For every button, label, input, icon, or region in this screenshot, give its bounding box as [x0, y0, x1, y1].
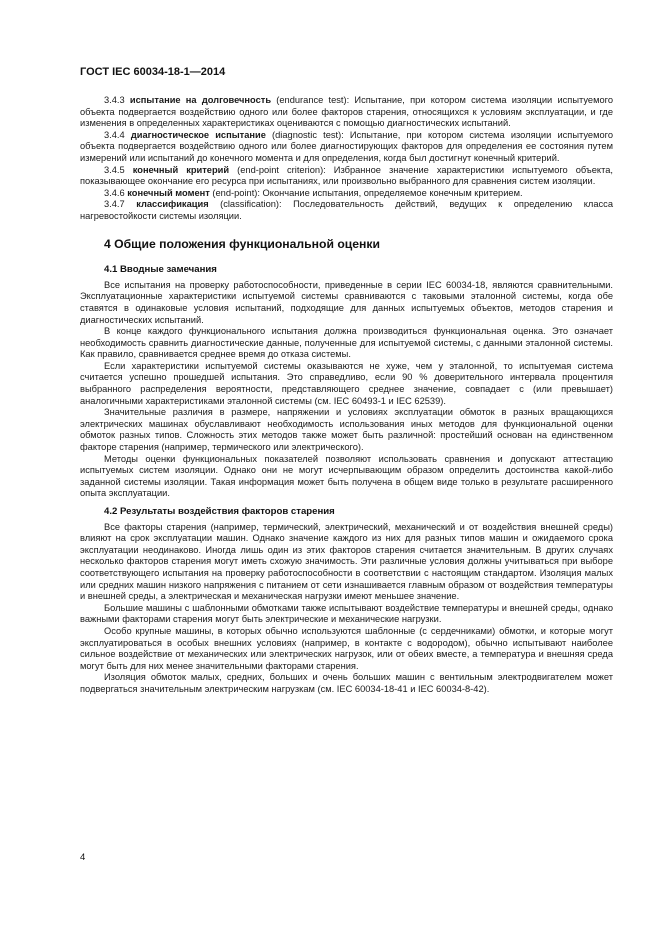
subsection-4-2-heading: 4.2 Результаты воздействия факторов старения	[104, 506, 335, 517]
definition-3-4-5: 3.4.5 конечный критерий (end-point criterion): Избранное значение характеристики испытуемого объекта, показывающее окончание его ресурса при испытаниях, или произвольно выбранного для сравнения систем изоляции.	[80, 164, 613, 187]
document-header: ГОСТ IEC 60034-18-1—2014	[80, 66, 226, 78]
paragraph-4-2-1: Все факторы старения (например, термический, электрический, механический и от воздействия внешней среды) влияют на срок эксплуатации машин. Однако значение каждого из них для разных типов машин и ожидаемого срока эксплуатации неодинаково. Иногда лишь один из этих факторов старения считается значительным. В других случаях несколько факторов старения могут иметь схожую значимость. Эти различные условия должны учитываться при выборе соответствующего испытания на проверку работоспособности в соответствии с настоящим стандартом. Изоляция малых или средних машин низкого напряжения с питанием от сети изнашивается главным образом от воздействия температуры и внешней среды, а электрическая и механическая нагрузки имеют меньшее значение.	[80, 521, 613, 602]
page-number: 4	[80, 852, 86, 863]
document-body	[80, 95, 613, 696]
definition-3-4-7: 3.4.7 классификация (classification): Последовательность действий, ведущих к определению класса нагревостойкости системы изоляции.	[80, 199, 613, 221]
paragraph-4-1-5: Методы оценки функциональных показателей позволяют использовать сравнения и допускают аттестацию испытуемых систем изоляции. Однако они не могут исчерпывающим образом определить достоинства какой-либо заданной системы изоляции. Такая информация может быть получена в общем виде только в результате расширенного опыта эксплуатации.	[80, 453, 613, 499]
paragraph-4-2-3: Особо крупные машины, в которых обычно используются шаблонные (с сердечниками) обмотки, и которые могут эксплуатироваться в особых внешних условиях (например, в контакте с водородом), обычно испытывают наиболее сильное воздействие от механических или электрических нагрузок, или от обеих вместе, а температура и внешняя среда могут быть для них менее значительными факторами старения.	[80, 625, 613, 671]
paragraph-4-1-1: Все испытания на проверку работоспособности, приведенные в серии IEC 60034-18, являются сравнительными. Эксплуатационные характеристики испытуемой системы сравниваются с таковыми эталонной системы, когда обе ставятся в одинаковые условия испытаний, подходящие для данных испытуемых объектов, методов старения и диагностических испытаний.	[80, 279, 613, 325]
definition-3-4-3: 3.4.3 испытание на долговечность (endurance test): Испытание, при котором система изоляции испытуемого объекта подвергается воздействию одного или более факторов старения, относящихся к условиям эксплуатации, и где изменения в определенных характеристиках оцениваются с помощью диагностических испытаний.	[80, 95, 613, 129]
paragraph-4-2-4: Изоляция обмоток малых, средних, больших и очень больших машин с вентильным электродвигателем может подвергаться значительным электрическим нагрузкам (см. IEC 60034-18-41 и IEC 60034-8-42).	[80, 672, 613, 694]
paragraph-4-1-3: Если характеристики испытуемой системы оказываются не хуже, чем у эталонной, то испытуемая система считается успешно прошедшей испытания. Это справедливо, если 90 % доверительного интервала процентиля выбранного распределения вероятности, представляющего среднее значение, совпадает с (или превышает) аналогичными характеристиками эталонной системы (см. IEC 60493-1 и IEC 62539).	[80, 360, 613, 406]
definition-3-4-4: 3.4.4 диагностическое испытание (diagnostic test): Испытание, при котором система изоляции испытуемого объекта подвергается воздействию одного или более диагностирующих факторов для определения ее состояния путем измерений или испытаний до конечного момента и для определения, когда был достигнут конечный критерий.	[80, 129, 614, 163]
section-4-heading: 4 Общие положения функциональной оценки	[104, 236, 380, 251]
paragraph-4-1-4: Значительные различия в размере, напряжении и условиях эксплуатации обмоток в разных вращающихся электрических машинах обуславливают необходимость использования иных методов для функциональной оценки обмоток разных типов. Сложность этих методов также может быть различной: простейший основан на единственном факторе старения (например, термического или электрического).	[80, 407, 613, 453]
paragraph-4-1-2: В конце каждого функционального испытания должна производиться функциональная оценка. Это означает необходимость сравнить диагностические данные, полученные для испытуемой системы, с данными эталонной системы. Как правило, сравнивается среднее время до отказа системы.	[80, 326, 613, 360]
subsection-4-1-heading: 4.1 Вводные замечания	[104, 264, 217, 276]
paragraph-4-2-2: Большие машины с шаблонными обмотками также испытывают воздействие температуры и внешней среды, однако важными факторами старения могут быть электрические и механические нагрузки.	[80, 602, 613, 625]
definition-3-4-6: 3.4.6 конечный момент (end-point): Окончание испытания, определяемое конечным критерием.	[104, 187, 523, 198]
